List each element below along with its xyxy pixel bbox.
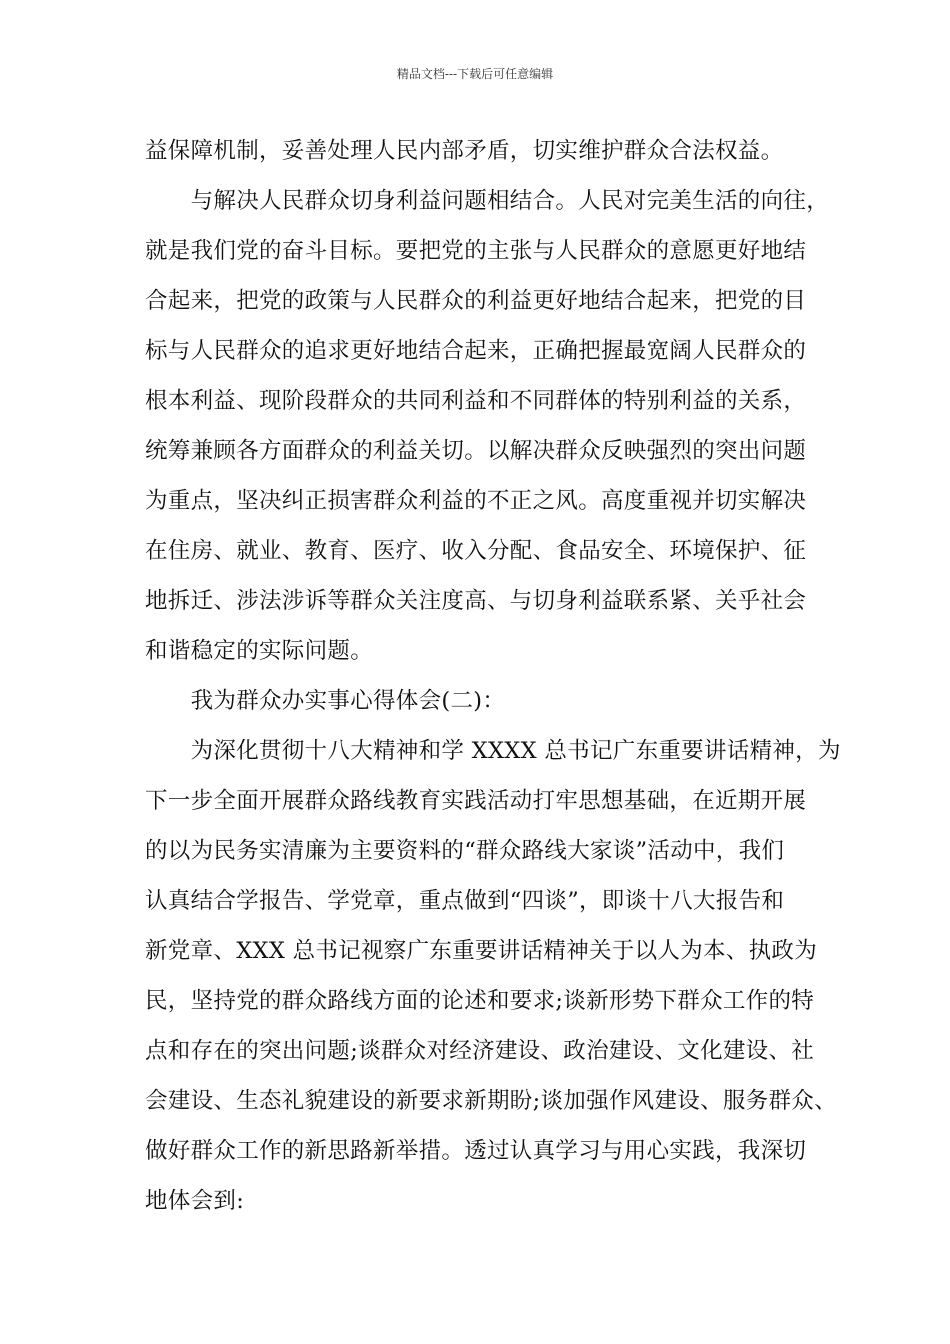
body-line: 新党章、XXX 总书记视察广东重要讲话精神关于以人为本、执政为: [145, 938, 818, 964]
body-line: 的以为民务实清廉为主要资料的“群众路线大家谈”活动中，我们: [145, 838, 785, 864]
body-line: 就是我们党的奋斗目标。要把党的主张与人民群众的意愿更好地结: [145, 238, 807, 264]
body-line: 与解决人民群众切身利益问题相结合。人民对完美生活的向往，: [145, 188, 830, 214]
body-line: 点和存在的突出问题;谈群众对经济建设、政治建设、文化建设、社: [145, 1038, 815, 1064]
body-line: 统筹兼顾各方面群众的利益关切。以解决群众反映强烈的突出问题: [145, 438, 807, 464]
body-line: 下一步全面开展群众路线教育实践活动打牢思想基础，在近期开展: [145, 788, 807, 814]
body-line: 做好群众工作的新思路新举措。透过认真学习与用心实践，我深切: [145, 1138, 807, 1164]
body-line: 认真结合学报告、学党章，重点做到“四谈”，即谈十八大报告和: [145, 888, 785, 914]
page-header: 精品文档---下载后可任意编辑: [396, 67, 554, 81]
body-line: 地拆迁、涉法涉诉等群众关注度高、与切身利益联系紧、关乎社会: [145, 588, 807, 614]
body-line: 会建设、生态礼貌建设的新要求新期盼;谈加强作风建设、服务群众、: [145, 1088, 837, 1114]
body-line: 地体会到:: [145, 1188, 245, 1214]
body-line: 为重点，坚决纠正损害群众利益的不正之风。高度重视并切实解决: [145, 488, 807, 514]
body-line: 为深化贯彻十八大精神和学 XXXX 总书记广东重要讲话精神，为: [145, 738, 841, 764]
body-line: 合起来，把党的政策与人民群众的利益更好地结合起来，把党的目: [145, 288, 807, 314]
body-line: 根本利益、现阶段群众的共同利益和不同群体的特别利益的关系，: [145, 388, 807, 414]
section-heading: 我为群众办实事心得体会(二)：: [145, 688, 506, 714]
body-line: 在住房、就业、教育、医疗、收入分配、食品安全、环境保护、征: [145, 538, 807, 564]
body-line: 标与人民群众的追求更好地结合起来，正确把握最宽阔人民群众的: [145, 338, 807, 364]
body-line: 和谐稳定的实际问题。: [145, 638, 374, 664]
body-line: 益保障机制，妥善处理人民内部矛盾，切实维护群众合法权益。: [145, 138, 784, 164]
body-line: 民，坚持党的群众路线方面的论述和要求;谈新形势下群众工作的特: [145, 988, 815, 1014]
